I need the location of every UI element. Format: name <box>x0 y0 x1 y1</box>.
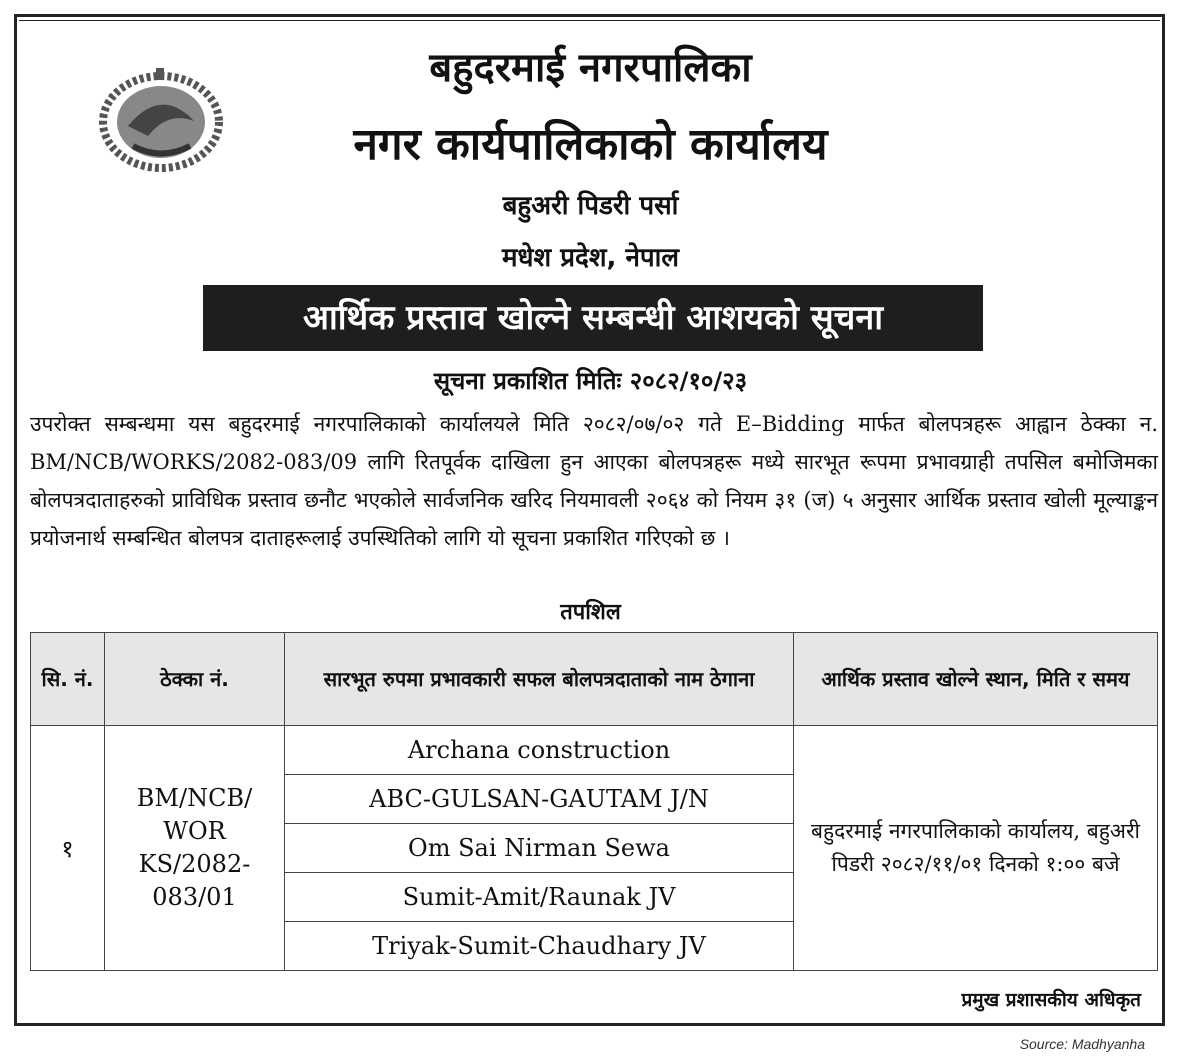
table-row <box>31 726 1158 775</box>
address-line-1: बहुअरी पिडरी पर्सा <box>502 191 679 221</box>
table-caption: तपशिल <box>560 600 621 625</box>
bidder-cell: Triyak-Sumit-Chaudhary JV <box>285 922 794 971</box>
bidder-cell: Archana construction <box>285 726 794 775</box>
header-bidder: सारभूत रुपमा प्रभावकारी सफल बोलपत्रदाताको नाम ठेगाना <box>285 633 794 726</box>
address-line-2: मधेश प्रदेश, नेपाल <box>501 243 680 273</box>
notice-body: उपरोक्त सम्बन्धमा यस बहुदरमाई नगरपालिकाको कार्यालयले मिति २०८२/०७/०२ गते E–Bidding मार्फत बोलपत्रहरू आह्वान ठेक्का न. BM/NCB/WORKS/2082-083/09 लागि रितपूर्वक दाखिला हुन आएका बोलपत्रहरू मध्ये सारभूत रूपमा प्रभावग्राही तपसिल बमोजिमका बोलपत्रदाताहरुको प्राविधिक प्रस्ताव छनौट भएकोले सार्वजनिक खरिद नियमावली २०६४ को नियम ३१ (ज) ५ अनुसार आर्थिक प्रस्ताव खोली मूल्याङ्कन प्रयोजनार्थ सम्बन्धित बोलपत्र दाताहरूलाई उपस्थितिको लागि यो सूचना प्रकाशित गरिएको छ । <box>30 412 1158 550</box>
source-credit: Source: Madhyanha <box>1019 1036 1145 1052</box>
table-header-row <box>31 633 1158 726</box>
published-date: सूचना प्रकाशित मितिः २०८२/१०/२३ <box>433 367 748 395</box>
header-serial: सि. नं. <box>31 633 105 726</box>
bidder-cell: ABC-GULSAN-GAUTAM J/N <box>285 775 794 824</box>
municipality-name: बहुदरमाई नगरपालिका <box>429 45 752 91</box>
office-name: नगर कार्यपालिकाको कार्यालय <box>353 119 828 170</box>
venue-cell: बहुदरमाई नगरपालिकाको कार्यालय, बहुअरी पिडरी २०८२/११/०१ दिनको १:०० बजे <box>794 726 1158 971</box>
bidders-table <box>30 632 1158 971</box>
header-venue: आर्थिक प्रस्ताव खोल्ने स्थान, मिति र समय <box>794 633 1158 726</box>
bidder-cell: Om Sai Nirman Sewa <box>285 824 794 873</box>
header-contract: ठेक्का नं. <box>105 633 285 726</box>
contract-cell: BM/NCB/ WOR KS/2082- 083/01 <box>105 726 285 971</box>
signatory: प्रमुख प्रशासकीय अधिकृत <box>961 989 1141 1011</box>
serial-cell: १ <box>31 726 105 971</box>
bidder-cell: Sumit-Amit/Raunak JV <box>285 873 794 922</box>
notice-title: आर्थिक प्रस्ताव खोल्ने सम्बन्धी आशयको सूचना <box>203 285 983 351</box>
